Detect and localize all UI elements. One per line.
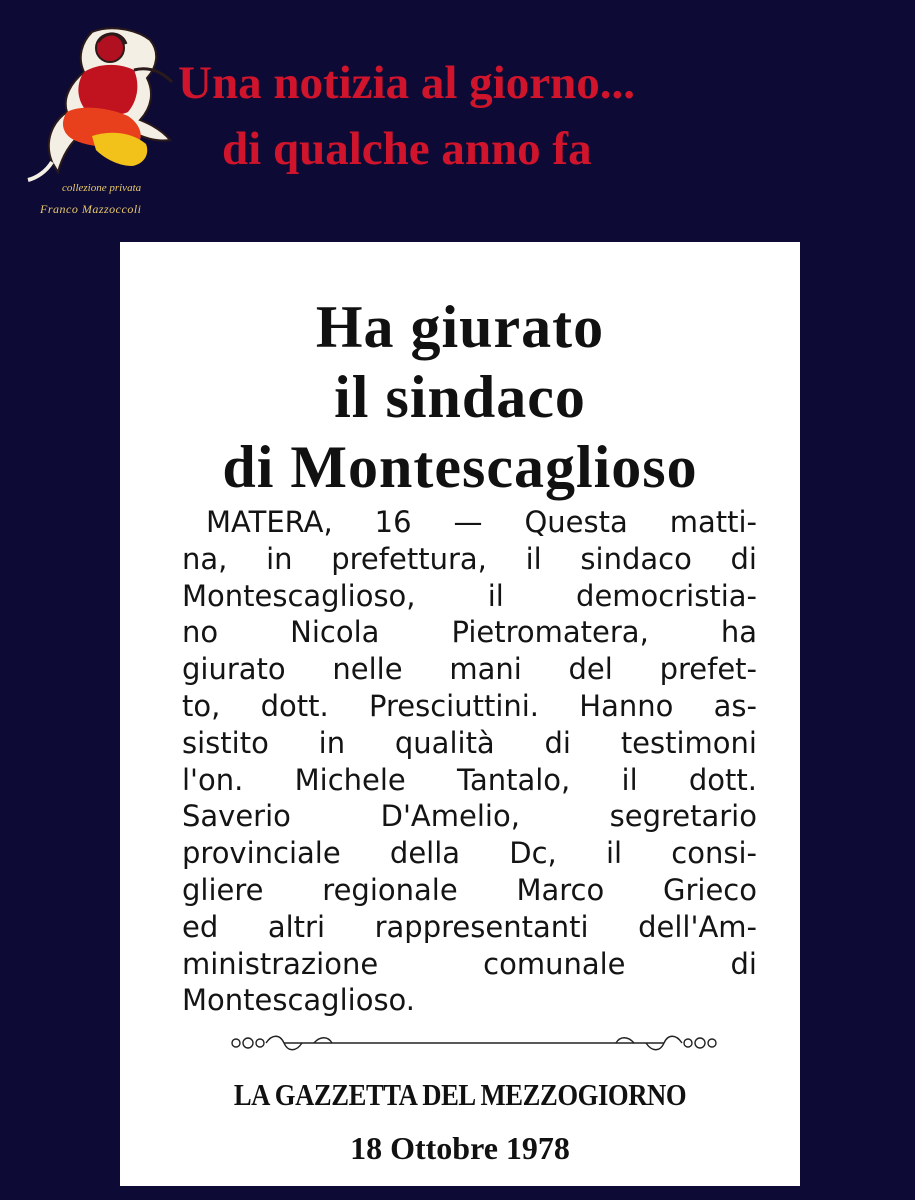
logo-caption-collection: collezione privata — [62, 182, 142, 194]
headline-line: il sindaco — [334, 364, 586, 430]
article-body — [182, 504, 757, 1019]
ornamental-divider-icon — [224, 1028, 724, 1058]
headline-line: Ha giurato — [315, 294, 605, 360]
body-line: Montescaglioso. — [182, 983, 416, 1018]
body-line: Montescaglioso, il democristia- — [182, 578, 757, 613]
page-title — [178, 50, 635, 182]
publication-date: 18 Ottobre 1978 — [350, 1130, 570, 1166]
newspaper-clipping — [120, 242, 800, 1186]
body-line: giurato nelle mani del prefet- — [182, 652, 757, 687]
body-line: MATERA, 16 — Questa matti- — [206, 505, 757, 539]
article-headline — [120, 292, 800, 502]
body-line: na, in prefettura, il sindaco di — [182, 541, 757, 576]
body-line: ed altri rappresentanti dell'Am- — [182, 909, 757, 944]
body-line: l'on. Michele Tantalo, il dott. — [182, 762, 757, 797]
logo-caption-owner: Franco Mazzoccoli — [40, 202, 142, 216]
dancer-logo-icon — [22, 12, 187, 187]
body-line: gliere regionale Marco Grieco — [182, 872, 757, 907]
title-line-1: Una notizia al giorno... — [178, 57, 635, 109]
body-line: to, dott. Presciuttini. Hanno as- — [182, 688, 757, 723]
body-line: provinciale della Dc, il consi- — [182, 836, 757, 871]
title-line-2: di qualche anno fa — [222, 123, 592, 175]
headline-line: di Montescaglioso — [222, 434, 698, 500]
newspaper-source: LA GAZZETTA DEL MEZZOGIORNO — [233, 1077, 687, 1112]
body-line: no Nicola Pietromatera, ha — [182, 615, 757, 650]
body-line: sistito in qualità di testimoni — [182, 725, 757, 760]
collection-logo — [14, 12, 189, 227]
body-line: Saverio D'Amelio, segretario — [182, 799, 757, 834]
body-line: ministrazione comunale di — [182, 946, 757, 981]
